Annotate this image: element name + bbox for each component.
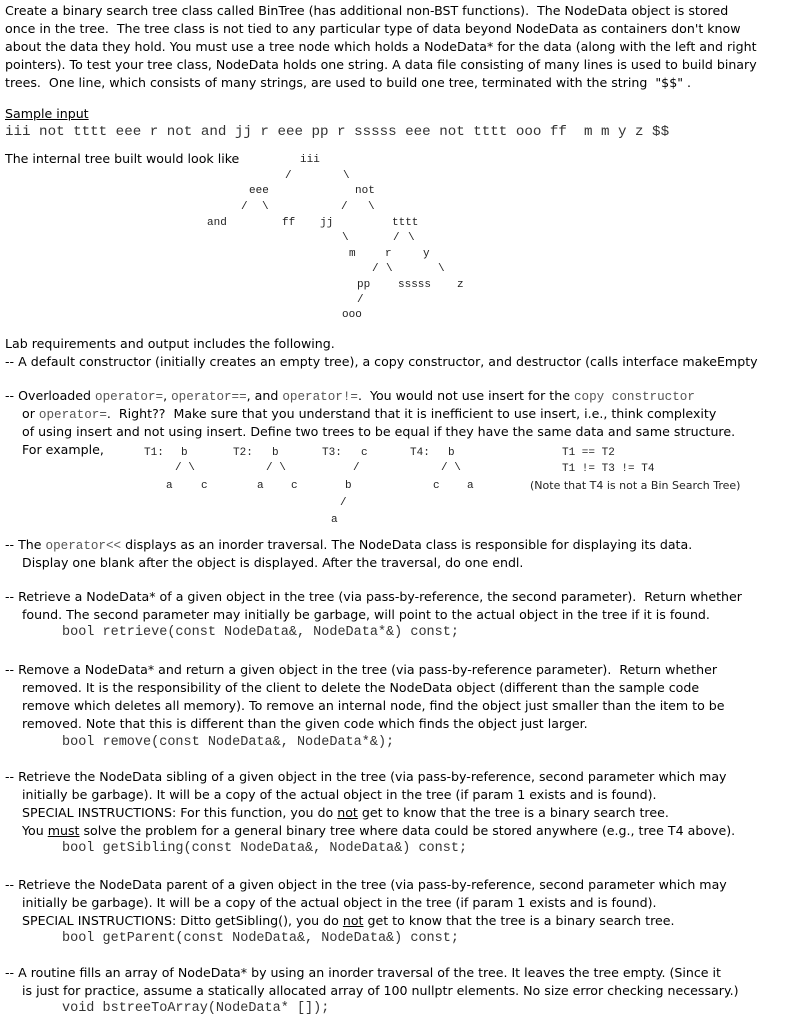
tree-node: c <box>291 480 298 492</box>
req-retrieve-line-1: -- Retrieve a NodeData* of a given object in the tree (via pass-by-reference, the second parameter). Return whether <box>5 589 742 604</box>
tree-edge: \ <box>408 232 415 244</box>
req-sibling-line-1: -- Retrieve the NodeData sibling of a given object in the tree (via pass-by-reference, second parameter which may <box>5 769 727 784</box>
tree-edge: / <box>357 294 364 306</box>
tree-node: sssss <box>398 279 432 291</box>
tree-node: m <box>349 248 356 260</box>
req-retrieve-line-2: found. The second parameter may initially be garbage, will point to the actual object in the tree if it is found. <box>22 607 710 622</box>
equality-line: T1 == T2 <box>562 447 615 459</box>
req-remove-line-2: removed. It is the responsibility of the client to delete the NodeData object (different than the sample code <box>22 680 700 695</box>
req-constructor: -- A default constructor (initially creates an empty tree), a copy constructor, and destructor (calls interface makeEmpty <box>5 354 758 369</box>
req-operators-line-2: or operator=. Right?? Make sure that you understand that it is inefficient to use insert, i.e., think complexity <box>22 406 717 422</box>
req-sibling-line-2: initially be garbage). It will be a copy of the actual object in the tree (if param 1 exists and is found). <box>22 787 657 802</box>
tree-edge: / <box>393 232 400 244</box>
tree-edge: \ <box>438 263 445 275</box>
tree-node: z <box>457 279 464 291</box>
tree-node: pp <box>357 279 371 291</box>
req-parent-line-3: SPECIAL INSTRUCTIONS: Ditto getSibling(), you do not get to know that the tree is a binary search tree. <box>22 913 675 928</box>
tree-node: eee <box>249 185 269 197</box>
tree-node: c <box>433 480 440 492</box>
tree-edge: / \ <box>175 462 195 474</box>
req-array-line-2: is just for practice, assume a statically allocated array of 100 nullptr elements. No size error checking necessary.) <box>22 983 739 998</box>
tree-edge: / <box>341 201 348 213</box>
retrieve-signature: bool retrieve(const NodeData&, NodeData*&) const; <box>62 625 459 640</box>
remove-signature: bool remove(const NodeData&, NodeData*&); <box>62 735 395 750</box>
tree-node: r <box>385 248 392 260</box>
tree-edge: \ <box>342 232 349 244</box>
tree-edge: \ <box>343 170 350 182</box>
tree-edge: / <box>340 497 347 509</box>
tree-node: iii <box>300 154 320 166</box>
tree-node: a <box>467 480 474 492</box>
tree-node: y <box>423 248 430 260</box>
intro-line-5: trees. One line, which consists of many strings, are used to build one tree, terminated with the string "$$" . <box>5 75 692 90</box>
get-parent-signature: bool getParent(const NodeData&, NodeData&) const; <box>62 931 459 946</box>
tree-edge: / \ <box>441 462 461 474</box>
tree-node: tttt <box>392 217 419 229</box>
req-array-line-1: -- A routine fills an array of NodeData* by using an inorder traversal of the tree. It leaves the tree empty. (Since it <box>5 965 721 980</box>
tree-node: a <box>257 480 264 492</box>
req-remove-line-4: removed. Note that this is different than the given code which finds the object just larger. <box>22 716 588 731</box>
tree-node: not <box>355 185 375 197</box>
tree-edge: \ <box>262 201 269 213</box>
req-output-line-1: -- The operator<< displays as an inorder traversal. The NodeData class is responsible for displaying its data. <box>5 537 693 553</box>
bstree-to-array-signature: void bstreeToArray(NodeData* []); <box>62 1001 330 1016</box>
tree-edge: / <box>353 462 360 474</box>
tree-label: T1: <box>144 447 164 459</box>
intro-line-1: Create a binary search tree class called BinTree (has additional non-BST functions). The NodeData object is stored <box>5 3 729 18</box>
requirements-intro: Lab requirements and output includes the following. <box>5 336 335 351</box>
intro-line-4: pointers). To test your tree class, NodeData holds one string. A data file consisting of many lines is used to build binary <box>5 57 757 72</box>
tree-node: a <box>166 480 173 492</box>
tree-node: c <box>201 480 208 492</box>
sample-input-heading: Sample input <box>5 106 89 121</box>
tree-edge: / \ <box>266 462 286 474</box>
tree-node: ff <box>282 217 296 229</box>
get-sibling-signature: bool getSibling(const NodeData&, NodeData&) const; <box>62 841 468 856</box>
req-remove-line-3: remove which deletes all memory). To remove an internal node, find the object just smaller than the item to be <box>22 698 725 713</box>
tree-edge: / <box>241 201 248 213</box>
for-example-label: For example, <box>22 442 104 457</box>
tree-edge: / <box>372 263 379 275</box>
req-parent-line-1: -- Retrieve the NodeData parent of a given object in the tree (via pass-by-reference, second parameter which may <box>5 877 727 892</box>
tree-label: T4: <box>410 447 430 459</box>
tree-edge: \ <box>386 263 393 275</box>
req-operators-line-3: of using insert and not using insert. Define two trees to be equal if they have the same data and same structure. <box>22 424 736 439</box>
tree-node: b <box>272 447 279 459</box>
tree-node: b <box>448 447 455 459</box>
tree-label: T3: <box>322 447 342 459</box>
tree-edge: \ <box>368 201 375 213</box>
tree-label: T2: <box>233 447 253 459</box>
sample-input-line: iii not tttt eee r not and jj r eee pp r sssss eee not tttt ooo ff m m y z $$ <box>5 124 670 140</box>
inequality-line: T1 != T3 != T4 <box>562 463 655 475</box>
req-sibling-line-3: SPECIAL INSTRUCTIONS: For this function, you do not get to know that the tree is a binary search tree. <box>22 805 669 820</box>
bst-note: (Note that T4 is not a Bin Search Tree) <box>530 479 741 492</box>
req-parent-line-2: initially be garbage). It will be a copy of the actual object in the tree (if param 1 exists and is found). <box>22 895 657 910</box>
tree-caption: The internal tree built would look like <box>5 151 240 166</box>
tree-node: ooo <box>342 309 362 321</box>
tree-node: jj <box>320 217 334 229</box>
tree-node: c <box>361 447 368 459</box>
tree-node: a <box>331 514 338 526</box>
req-output-line-2: Display one blank after the object is displayed. After the traversal, do one endl. <box>22 555 524 570</box>
intro-line-3: about the data they hold. You must use a tree node which holds a NodeData* for the data (along with the left and right <box>5 39 757 54</box>
req-operators-line-1: -- Overloaded operator=, operator==, and operator!=. You would not use insert for the copy constructor <box>5 388 695 404</box>
tree-node: b <box>345 480 352 492</box>
tree-edge: / <box>285 170 292 182</box>
req-remove-line-1: -- Remove a NodeData* and return a given object in the tree (via pass-by-reference parameter). Return whether <box>5 662 718 677</box>
tree-node: and <box>207 217 227 229</box>
intro-line-2: once in the tree. The tree class is not tied to any particular type of data beyond NodeData as containers don't know <box>5 21 741 36</box>
req-sibling-line-4: You must solve the problem for a general binary tree where data could be stored anywhere (e.g., tree T4 above). <box>22 823 736 838</box>
tree-node: b <box>181 447 188 459</box>
